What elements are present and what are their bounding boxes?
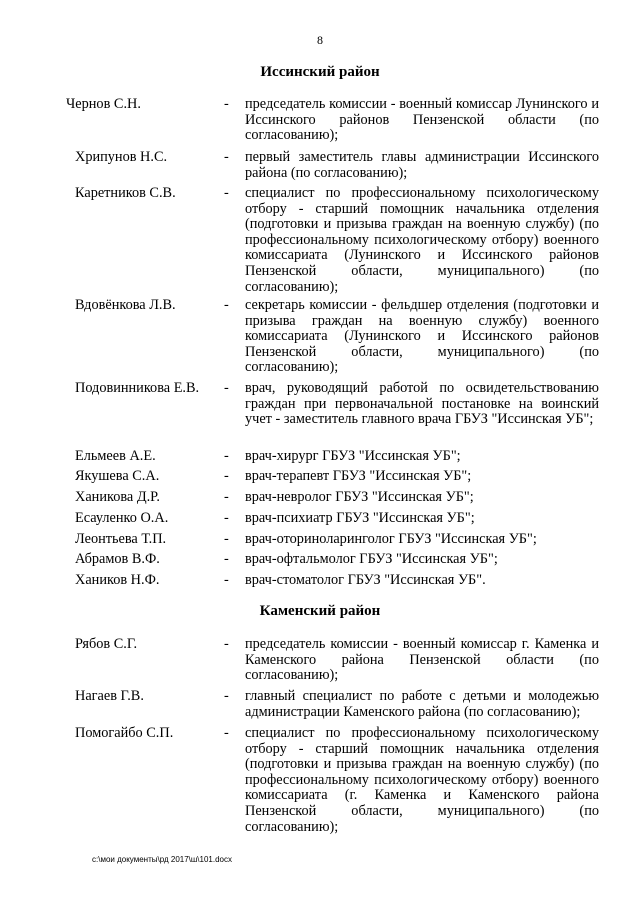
section-title-kamenka: Каменский район (259, 603, 381, 619)
member-name: Леонтьева Т.П. (75, 531, 167, 547)
page-number: 8 (317, 33, 323, 47)
member-dash: - (224, 572, 229, 588)
member-dash: - (224, 510, 229, 526)
member-name: Абрамов В.Ф. (75, 551, 160, 567)
section-title-issa: Иссинский район (260, 64, 380, 80)
member-dash: - (224, 551, 229, 567)
member-role: первый заместитель главы администрации Иссинского района (по согласованию); (245, 149, 599, 181)
member-name: Ханикова Д.Р. (75, 489, 160, 505)
member-role: врач-психиатр ГБУЗ "Иссинская УБ"; (245, 510, 475, 526)
member-role: врач-терапевт ГБУЗ "Иссинская УБ"; (245, 468, 472, 484)
member-dash: - (224, 725, 229, 741)
member-role: врач-невролог ГБУЗ "Иссинская УБ"; (245, 489, 474, 505)
member-role: председатель комиссии - военный комиссар г. Каменка и Каменского района Пензенской области (по согласованию); (245, 636, 599, 684)
member-dash: - (224, 489, 229, 505)
member-role: врач-хирург ГБУЗ "Иссинская УБ"; (245, 448, 461, 464)
member-dash: - (224, 297, 229, 313)
member-dash: - (224, 636, 229, 652)
member-dash: - (224, 448, 229, 464)
member-name: Помогайбо С.П. (75, 725, 174, 741)
member-name: Хрипунов Н.С. (75, 149, 168, 165)
file-path-footer: c:\мои документы\рд 2017\ш\101.docx (92, 855, 232, 864)
member-name: Чернов С.Н. (66, 96, 141, 112)
member-dash: - (224, 688, 229, 704)
member-name: Есауленко О.А. (75, 510, 169, 526)
member-name: Вдовёнкова Л.В. (75, 297, 176, 313)
member-name: Ельмеев А.Е. (75, 448, 156, 464)
member-dash: - (224, 380, 229, 396)
member-name: Нагаев Г.В. (75, 688, 144, 704)
member-role: секретарь комиссии - фельдшер отделения (подготовки и призыва граждан на военную службу) военного комиссариата (Лунинского и Иссинского районов Пензенской области, муниципального) (по согласованию); (245, 297, 599, 376)
member-role: главный специалист по работе с детьми и молодежью администрации Каменского района (по согласованию); (245, 688, 599, 720)
member-name: Каретников С.В. (75, 185, 176, 201)
member-dash: - (224, 149, 229, 165)
member-dash: - (224, 96, 229, 112)
member-role: врач, руководящий работой по освидетельствованию граждан при первоначальной постановке на воинский учет - заместитель главного врача ГБУЗ "Иссинская УБ"; (245, 380, 599, 428)
member-name: Якушева С.А. (75, 468, 160, 484)
member-role: врач-стоматолог ГБУЗ "Иссинская УБ". (245, 572, 486, 588)
member-name: Подовинникова Е.В. (75, 380, 200, 396)
member-dash: - (224, 468, 229, 484)
member-role: специалист по профессиональному психологическому отбору - старший помощник начальника отделения (подготовки и призыва граждан на военную службу) (по профессиональному психологическому отбору) военного комиссариата (г. Каменка и Каменского района Пензенской области, муниципального) (по согласованию); (245, 725, 599, 835)
member-role: врач-офтальмолог ГБУЗ "Иссинская УБ"; (245, 551, 498, 567)
member-dash: - (224, 531, 229, 547)
member-name: Рябов С.Г. (75, 636, 138, 652)
member-role: врач-оториноларинголог ГБУЗ "Иссинская УБ"; (245, 531, 537, 547)
member-role: специалист по профессиональному психологическому отбору - старший помощник начальника отделения (подготовки и призыва граждан на военную службу) (по профессиональному психологическому отбору) военного комиссариата (Лунинского и Иссинского районов Пензенской области, муниципального) (по согласованию); (245, 185, 599, 295)
member-role: председатель комиссии - военный комиссар Лунинского и Иссинского районов Пензенской области (по согласованию); (245, 96, 599, 144)
member-dash: - (224, 185, 229, 201)
member-name: Хаников Н.Ф. (75, 572, 160, 588)
